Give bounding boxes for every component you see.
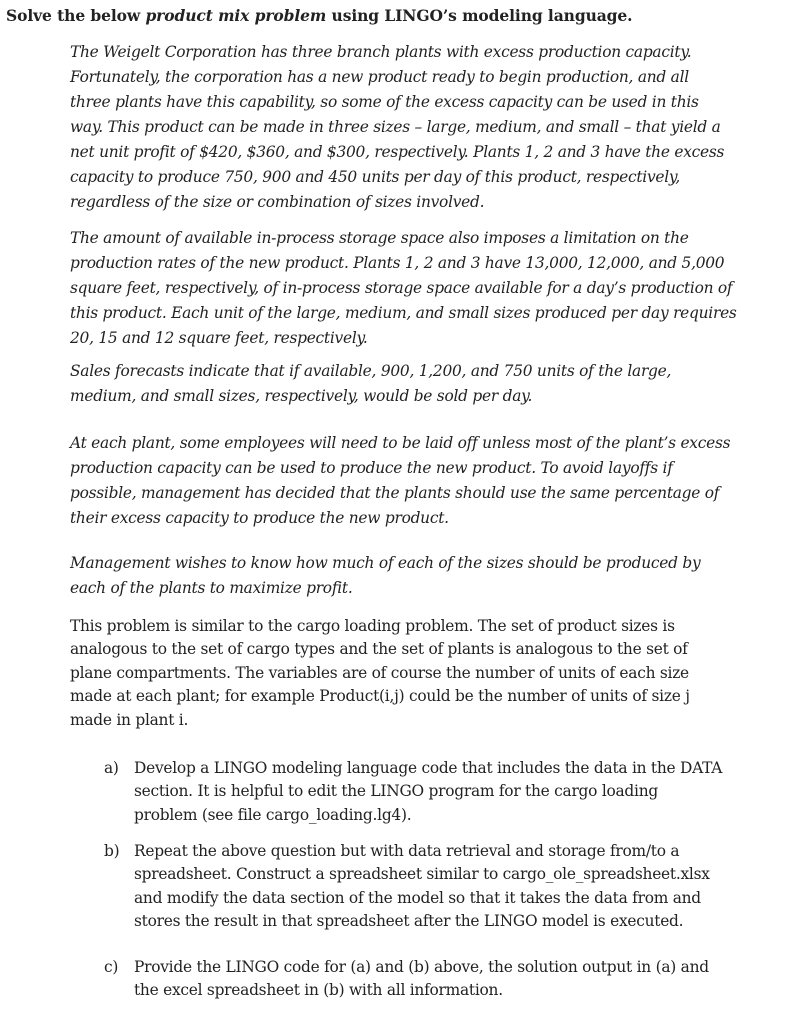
list-line: Provide the LINGO code for (a) and (b) above, the solution output in (a) and: [134, 958, 709, 976]
list-marker: c): [104, 958, 119, 976]
paragraph-line: made at each plant; for example Product(i,j) could be the number of units of size j: [70, 687, 690, 706]
paragraph-6: [70, 615, 690, 732]
list-line: and modify the data section of the model so that it takes the data from and: [134, 888, 701, 907]
paragraph-line: possible, management has decided that the plants should use the same percentage of: [70, 484, 720, 502]
paragraph-line: Sales forecasts indicate that if available, 900, 1,200, and 750 units of the large,: [70, 362, 672, 380]
paragraph-line: plane compartments. The variables are of course the number of units of each size: [70, 663, 689, 682]
paragraph-line: This problem is similar to the cargo loading problem. The set of product sizes is: [70, 617, 675, 635]
paragraph-line: made in plant i.: [70, 710, 189, 729]
list-line: the excel spreadsheet in (b) with all information.: [134, 981, 503, 1000]
paragraph-line: 20, 15 and 12 square feet, respectively.: [70, 329, 368, 347]
list-marker: a): [104, 759, 119, 777]
paragraph-line: medium, and small sizes, respectively, would be sold per day.: [70, 387, 533, 405]
list-marker: b): [104, 842, 120, 860]
list-line: spreadsheet. Construct a spreadsheet similar to cargo_ole_spreadsheet.xlsx: [134, 865, 710, 884]
list-item-text: [134, 757, 722, 827]
paragraph-line: each of the plants to maximize profit.: [70, 579, 353, 597]
list-line: problem (see file cargo_loading.lg4).: [134, 805, 412, 824]
list-line: stores the result in that spreadsheet after the LINGO model is executed.: [134, 912, 684, 931]
paragraph-3: [70, 359, 671, 409]
list-line: section. It is helpful to edit the LINGO program for the cargo loading: [134, 782, 658, 801]
paragraph-line: Management wishes to know how much of each of the sizes should be produced by: [70, 554, 701, 572]
paragraph-line: their excess capacity to produce the new product.: [70, 509, 449, 527]
paragraph-2: [70, 226, 737, 351]
heading-pre: Solve the below: [6, 6, 146, 25]
paragraph-line: The Weigelt Corporation has three branch plants with excess production capacity.: [70, 43, 692, 61]
paragraph-line: The amount of available in-process storage space also imposes a limitation on the: [70, 229, 689, 247]
list-line: Repeat the above question but with data retrieval and storage from/to a: [134, 842, 680, 860]
paragraph-line: way. This product can be made in three sizes – large, medium, and small – that yield a: [70, 118, 721, 136]
paragraph-line: regardless of the size or combination of sizes involved.: [70, 193, 485, 211]
paragraph-line: At each plant, some employees will need to be laid off unless most of the plant’s excess: [70, 434, 731, 452]
paragraph-line: Fortunately, the corporation has a new product ready to begin production, and all: [70, 68, 689, 86]
list-item-text: [134, 956, 709, 1003]
heading-post: using LINGO’s modeling language.: [326, 6, 633, 25]
paragraph-line: three plants have this capability, so some of the excess capacity can be used in this: [70, 93, 699, 111]
list-line: Develop a LINGO modeling language code that includes the data in the DATA: [134, 759, 723, 777]
paragraph-line: capacity to produce 750, 900 and 450 units per day of this product, respectively,: [70, 168, 680, 186]
paragraph-line: production capacity can be used to produce the new product. To avoid layoffs if: [70, 459, 673, 477]
heading-emphasis: product mix problem: [145, 6, 327, 25]
paragraph-1: [70, 40, 724, 215]
paragraph-4: [70, 431, 730, 531]
paragraph-line: net unit profit of $420, $360, and $300, respectively. Plants 1, 2 and 3 have the excess: [70, 143, 725, 161]
paragraph-line: this product. Each unit of the large, medium, and small sizes produced per day requires: [70, 304, 737, 322]
paragraph-line: analogous to the set of cargo types and the set of plants is analogous to the set of: [70, 640, 688, 659]
list-item-text: [134, 840, 710, 934]
paragraph-5: [70, 551, 700, 601]
problem-heading: [6, 6, 632, 25]
paragraph-line: square feet, respectively, of in-process storage space available for a day’s production of: [70, 279, 733, 297]
paragraph-line: production rates of the new product. Plants 1, 2 and 3 have 13,000, 12,000, and 5,000: [70, 254, 725, 272]
